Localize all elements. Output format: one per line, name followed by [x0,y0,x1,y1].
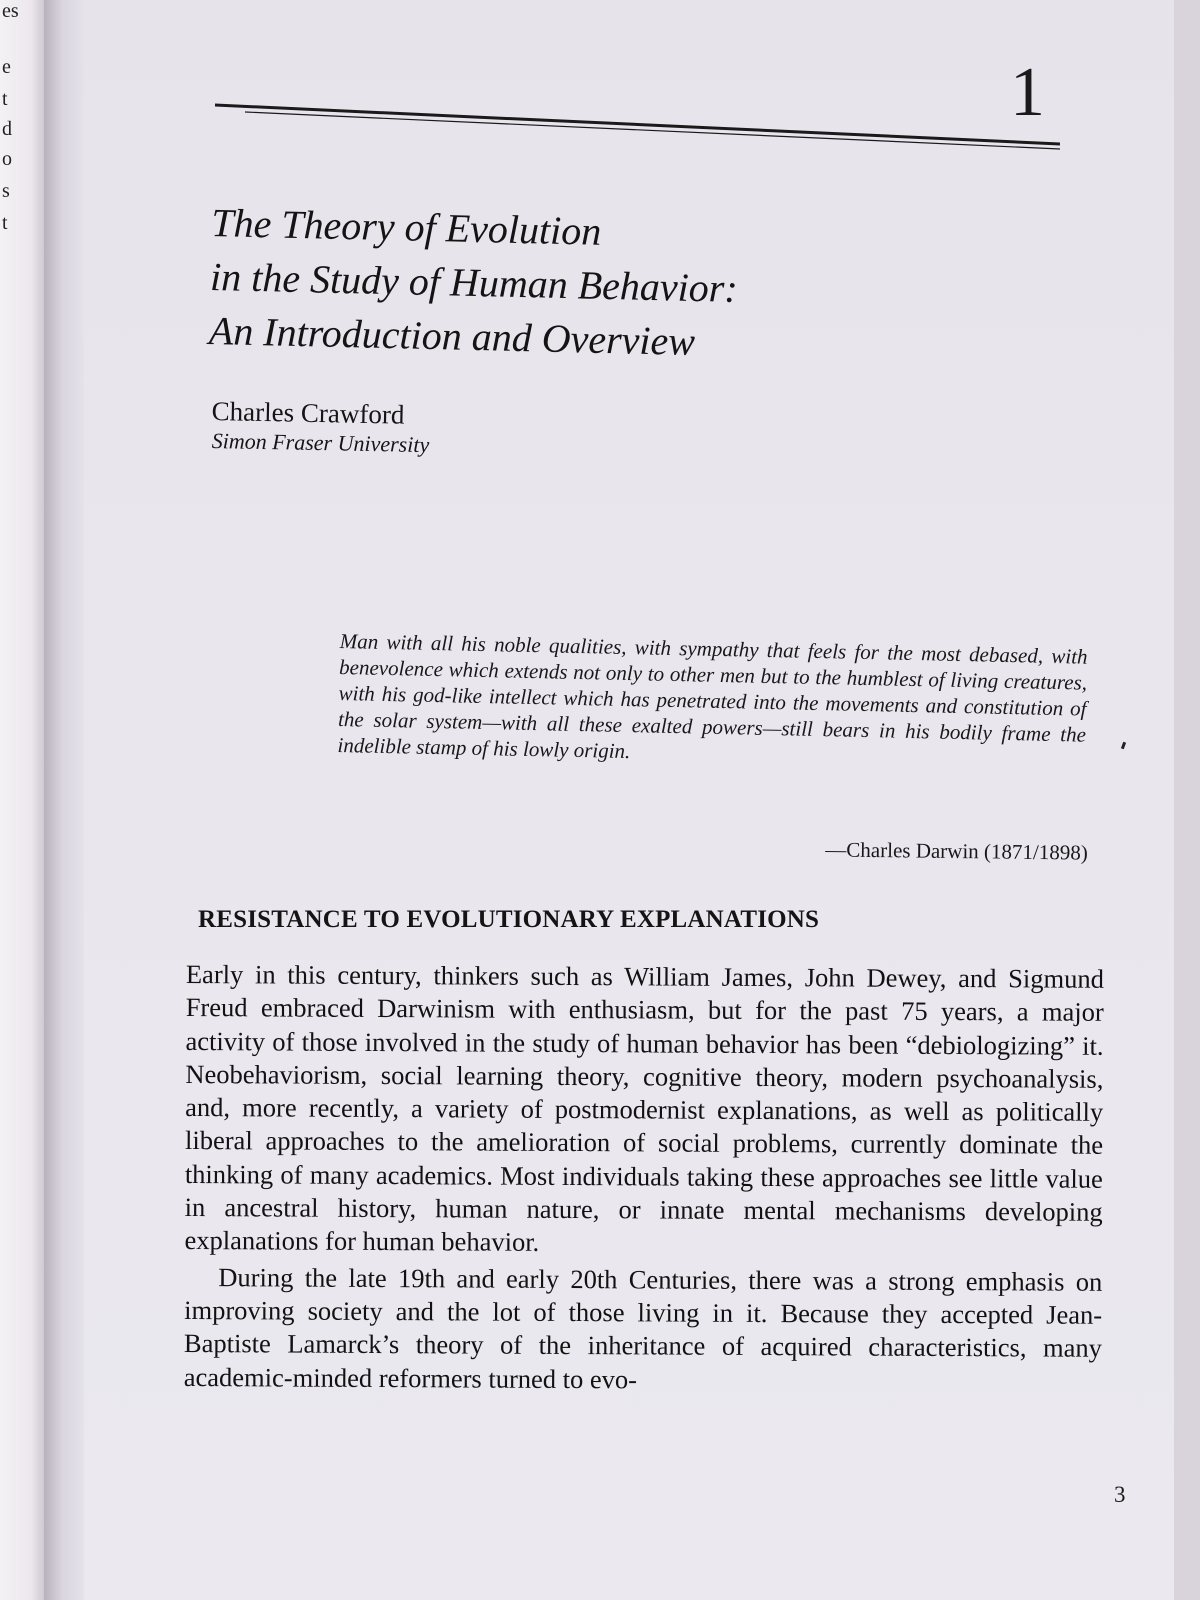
author-name: Charles Crawford [211,396,405,430]
left-page-fragment: s [2,180,10,202]
body-text [184,958,1104,1399]
paragraph: During the late 19th and early 20th Centuries, there was a strong emphasis on improving society and the lot of those living in it. Because they accepted Jean-Baptiste Lamarck’s theory of the inheritance of acquired characteristics, many academic-minded reformers turned to evo- [183,1261,1103,1394]
chapter-title [208,196,1031,377]
left-page-fragment: d [2,118,12,140]
chapter-number: 1 [1010,54,1045,131]
paragraph: Early in this century, thinkers such as William James, John Dewey, and Sigmund Freud embraced Darwinism with enthusiasm, but for the past 75 years, a major activity of those involved in the study of human behavior has been “debiologizing” it. Neobehaviorism, social learning theory, cognitive theory, modern psychoanalysis, and, more recently, a variety of postmodernist explanations, as well as politically liberal approaches to the amelioration of social problems, currently dominate the thinking of many academics. Most individuals taking these approaches see little value in ancestral history, human nature, or innate mental mechanisms developing explanations for human behavior. [184,959,1104,1258]
show-through-texture [200,20,1160,53]
left-page-fragment: e [2,56,11,78]
left-page-fragment: es [2,0,19,22]
left-page-fragment: t [2,212,8,234]
epigraph-quote: Man with all his noble qualities, with sympathy that feels for the most debased, with benevolence which extends not only to other men but to the humblest of living creatures, with his god-like intellect which has penetrated into the movements and constitution of the solar system—with all these exalted powers—still bears in his bodily frame the indelible stamp of his lowly origin. [337,628,1088,764]
title-line: An Introduction and Overview [208,307,696,364]
section-heading: RESISTANCE TO EVOLUTIONARY EXPLANATIONS [198,906,820,933]
chapter-rule [215,100,1060,150]
epigraph-attribution: —Charles Darwin (1871/1898) [825,837,1088,865]
page-number: 3 [1114,1482,1126,1507]
author-affiliation: Simon Fraser University [211,428,430,458]
title-line: The Theory of Evolution [210,199,602,254]
left-page-fragment: o [2,148,12,170]
left-page-fragment: t [2,88,8,110]
previous-page-edge [0,0,44,1600]
book-gutter [44,0,84,1600]
title-line: in the Study of Human Behavior: [209,253,739,311]
